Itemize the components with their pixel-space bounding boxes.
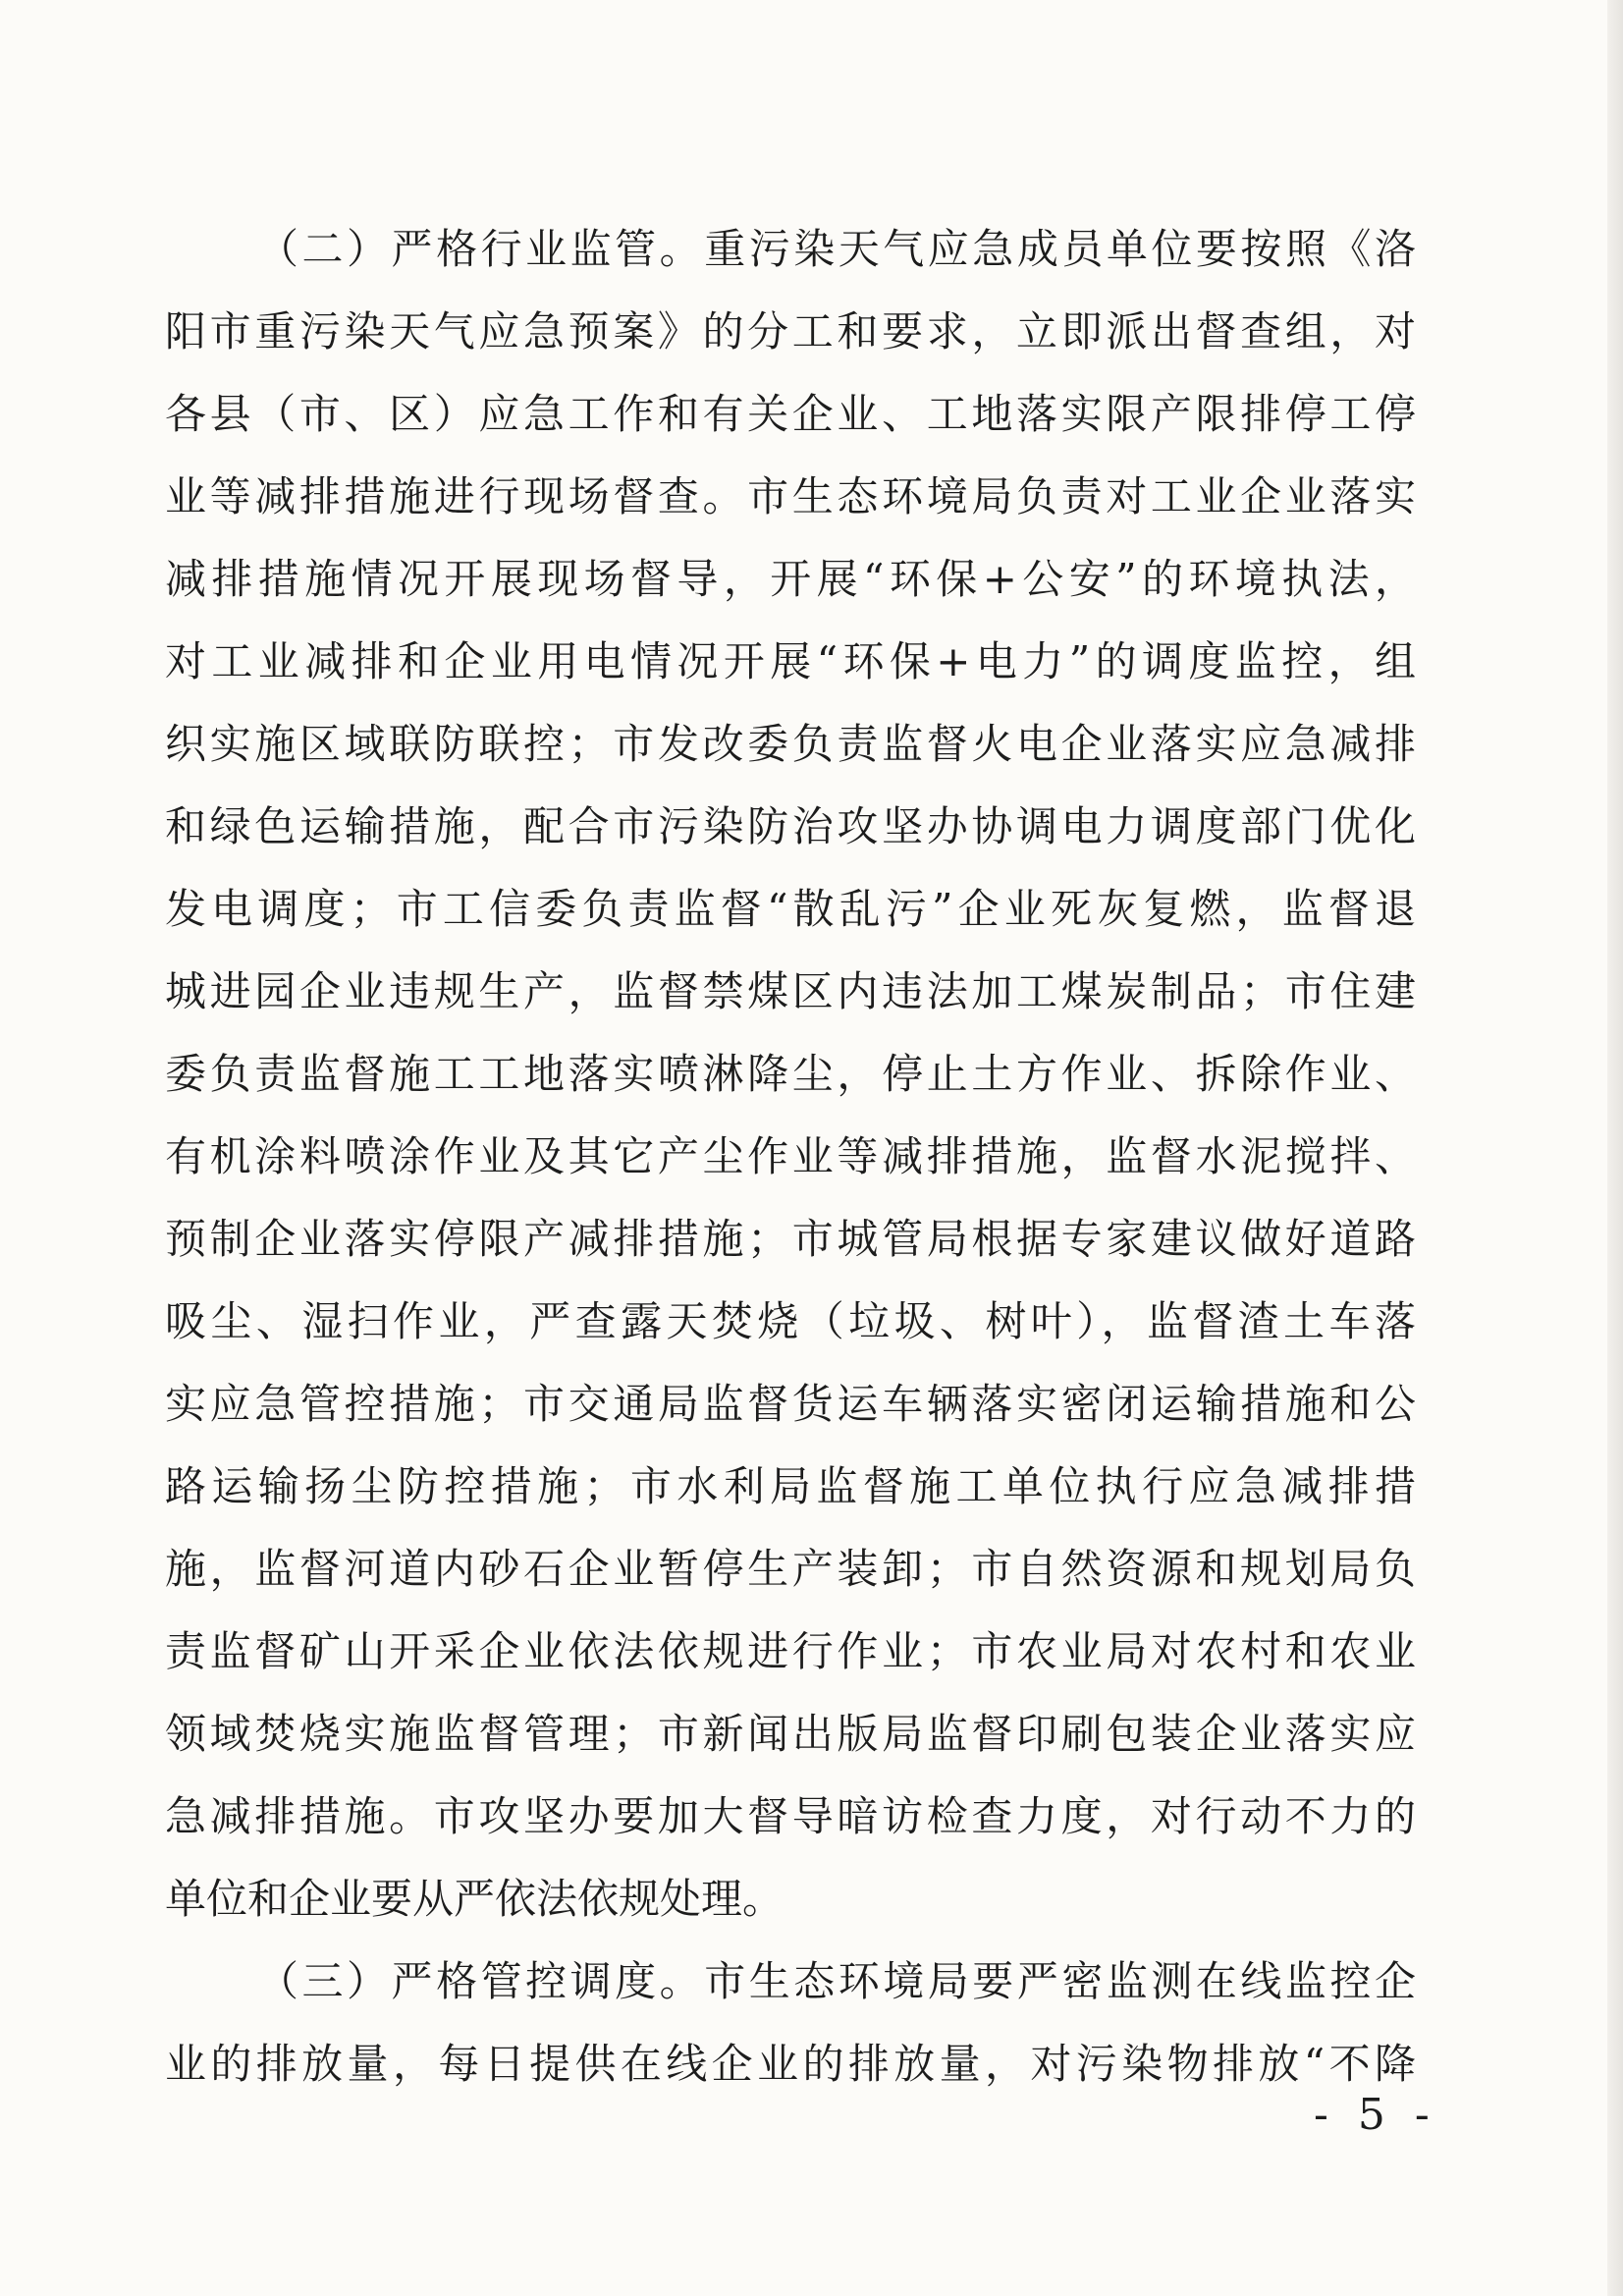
paragraph-2-line: （二）严格行业监管。重污染天气应急成员单位要按照《洛 xyxy=(257,225,1416,273)
paragraph-2-line: 责监督矿山开采企业依法依规进行作业；市农业局对农村和农业 xyxy=(165,1627,1416,1675)
paragraph-2-line: 急减排措施。市攻坚办要加大督导暗访检查力度，对行动不力的 xyxy=(165,1792,1416,1840)
paragraph-2-line: 阳市重污染天气应急预案》的分工和要求，立即派出督查组，对 xyxy=(165,307,1416,355)
page-edge-shadow xyxy=(1607,0,1623,2296)
paragraph-2-line: 有机涂料喷涂作业及其它产尘作业等减排措施，监督水泥搅拌、 xyxy=(165,1132,1416,1180)
paragraph-2-line: 领域焚烧实施监督管理；市新闻出版局监督印刷包装企业落实应 xyxy=(165,1710,1416,1758)
paragraph-2-line: 减排措施情况开展现场督导，开展“环保+公安”的环境执法， xyxy=(165,555,1416,603)
paragraph-2-line: 委负责监督施工工地落实喷淋降尘，停止土方作业、拆除作业、 xyxy=(165,1050,1416,1098)
paragraph-2-line: 业等减排措施进行现场督查。市生态环境局负责对工业企业落实 xyxy=(165,472,1416,520)
paragraph-2-line: 发电调度；市工信委负责监督“散乱污”企业死灰复燃，监督退 xyxy=(165,885,1416,933)
paragraph-2-line: 预制企业落实停限产减排措施；市城管局根据专家建议做好道路 xyxy=(165,1215,1416,1263)
paragraph-2-line: 施，监督河道内砂石企业暂停生产装卸；市自然资源和规划局负 xyxy=(165,1545,1416,1593)
paragraph-2-line: 实应急管控措施；市交通局监督货运车辆落实密闭运输措施和公 xyxy=(165,1380,1416,1428)
paragraph-2-line: 路运输扬尘防控措施；市水利局监督施工单位执行应急减排措 xyxy=(165,1462,1416,1510)
page-number: - 5 - xyxy=(1314,2090,1437,2140)
paragraph-3-line: 业的排放量，每日提供在线企业的排放量，对污染物排放“不降 xyxy=(165,2040,1416,2088)
paragraph-3-line: （三）严格管控调度。市生态环境局要严密监测在线监控企 xyxy=(257,1957,1416,2005)
paragraph-2-line: 织实施区域联防联控；市发改委负责监督火电企业落实应急减排 xyxy=(165,720,1416,768)
paragraph-2-line: 单位和企业要从严依法依规处理。 xyxy=(165,1875,784,1923)
paragraph-2-line: 对工业减排和企业用电情况开展“环保+电力”的调度监控，组 xyxy=(165,637,1416,685)
paragraph-2-line: 吸尘、湿扫作业，严查露天焚烧（垃圾、树叶），监督渣土车落 xyxy=(165,1297,1416,1345)
paragraph-2-line: 和绿色运输措施，配合市污染防治攻坚办协调电力调度部门优化 xyxy=(165,802,1416,850)
paragraph-2-line: 各县（市、区）应急工作和有关企业、工地落实限产限排停工停 xyxy=(165,390,1416,438)
document-body xyxy=(165,220,1416,2117)
paragraph-2-line: 城进园企业违规生产，监督禁煤区内违法加工煤炭制品；市住建 xyxy=(165,967,1416,1015)
